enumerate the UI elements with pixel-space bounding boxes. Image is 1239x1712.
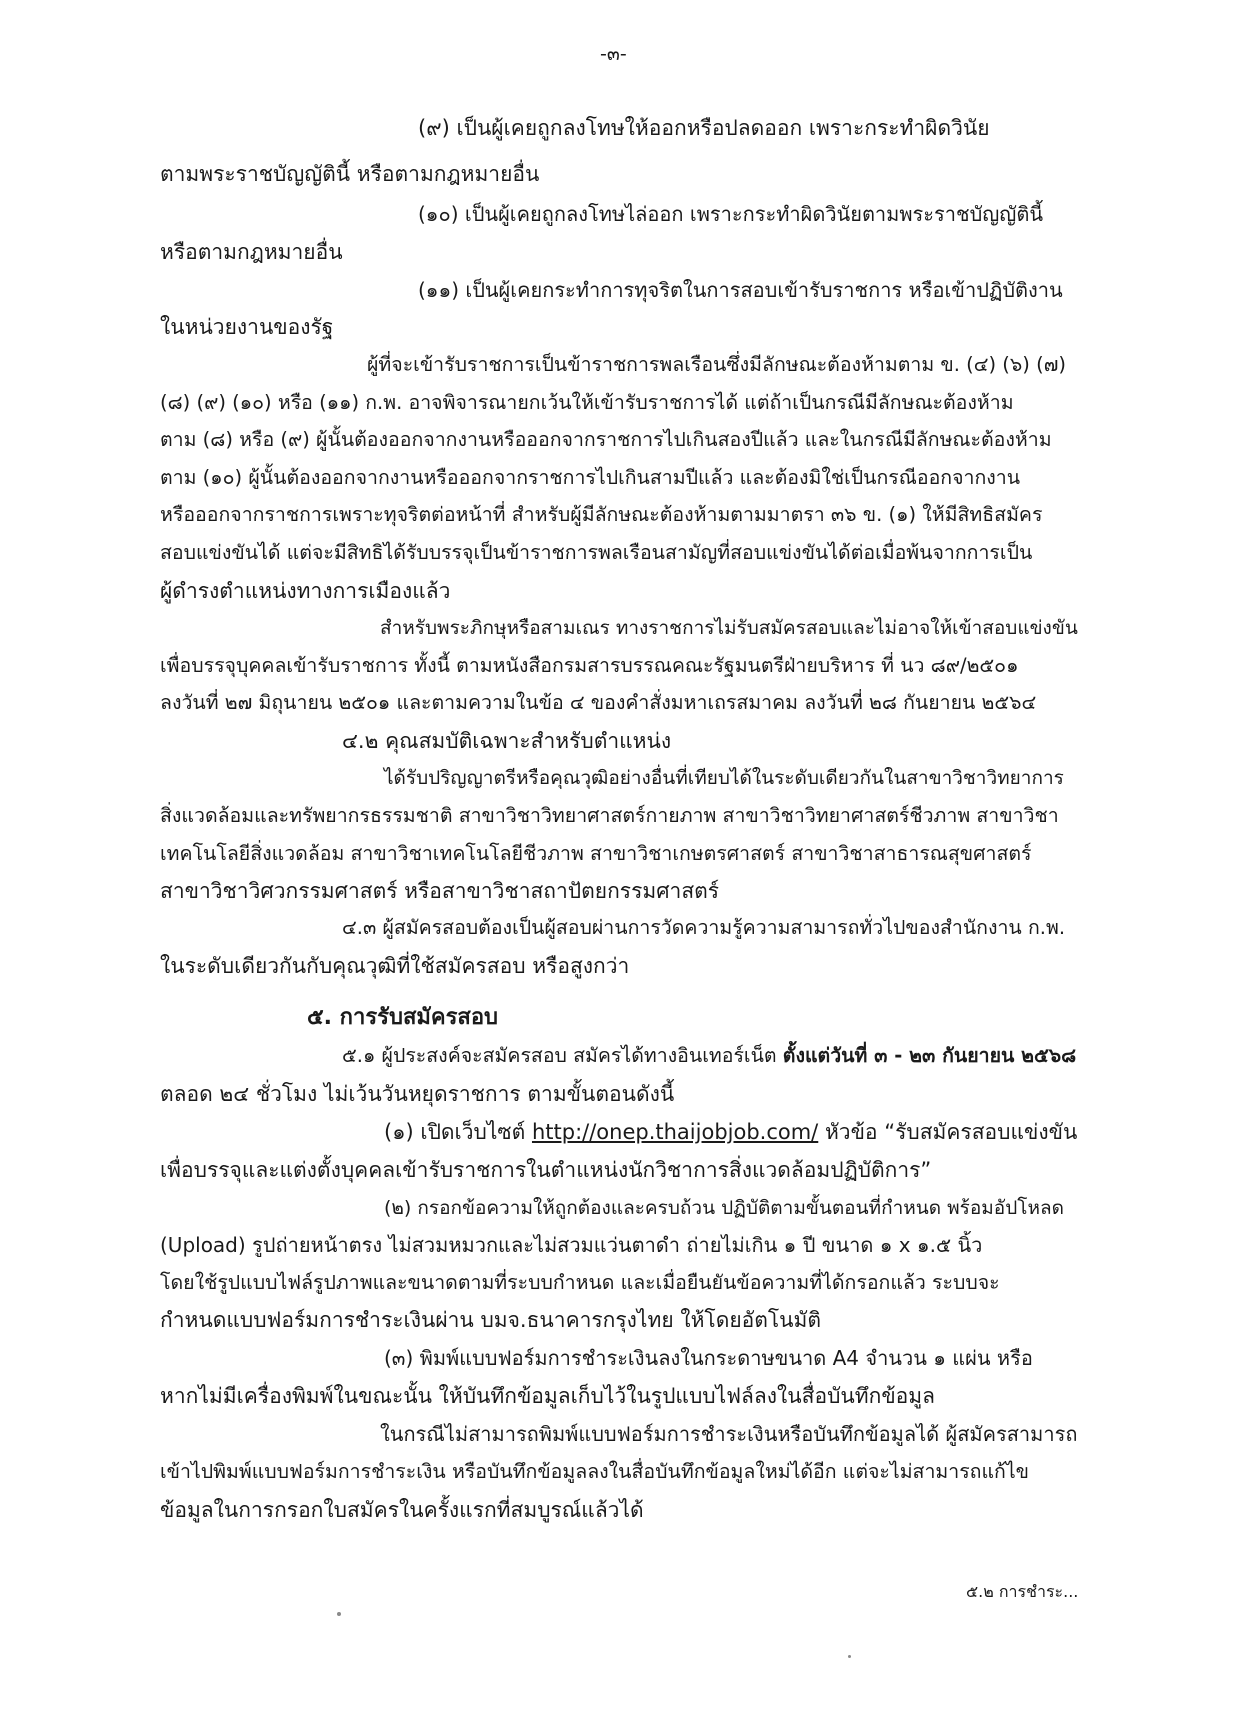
paragraph-line: สาขาวิชาวิศวกรรมศาสตร์ หรือสาขาวิชาสถาปัตยกรรมศาสตร์ xyxy=(160,879,720,903)
paragraph-line: (๒) กรอกข้อความให้ถูกต้องและครบถ้วน ปฏิบัติตามขั้นตอนที่กำหนด พร้อมอัปโหลด xyxy=(384,1197,1064,1219)
paragraph-line: ตาม (๑๐) ผู้นั้นต้องออกจากงานหรือออกจากราชการไปเกินสามปีแล้ว และต้องมิใช่เป็นกรณีออกจากงาน xyxy=(160,466,1021,489)
paragraph-line: สอบแข่งขันได้ แต่จะมีสิทธิได้รับบรรจุเป็นข้าราชการพลเรือนสามัญที่สอบแข่งขันได้ต่อเมื่อพ้นจากการเป็น xyxy=(160,541,1033,564)
paragraph-line: ตาม (๘) หรือ (๙) ผู้นั้นต้องออกจากงานหรือออกจากราชการไปเกินสองปีแล้ว และในกรณีมีลักษณะต้องห้าม xyxy=(160,428,1052,451)
s51-date-range: ตั้งแต่วันที่ ๓ - ๒๓ กันยายน ๒๕๖๘ xyxy=(782,1044,1077,1067)
paragraph-line: กำหนดแบบฟอร์มการชำระเงินผ่าน บมจ.ธนาคารกรุงไทย ให้โดยอัตโนมัติ xyxy=(160,1308,821,1332)
paragraph-line: หรือตามกฎหมายอื่น xyxy=(160,240,343,264)
paragraph-line: ผู้ดำรงตำแหน่งทางการเมืองแล้ว xyxy=(160,579,451,603)
paragraph-line: ตามพระราชบัญญัตินี้ หรือตามกฎหมายอื่น xyxy=(160,162,540,186)
paragraph-line xyxy=(342,1042,1076,1070)
paragraph-line: (Upload) รูปถ่ายหน้าตรง ไม่สวมหมวกและไม่สวมแว่นตาดำ ถ่ายไม่เกิน ๑ ปี ขนาด ๑ x ๑.๕ นิ้ว xyxy=(160,1233,983,1257)
paragraph-line: เข้าไปพิมพ์แบบฟอร์มการชำระเงิน หรือบันทึกข้อมูลลงในสื่อบันทึกข้อมูลใหม่ได้อีก แต่จะไม่สามารถแก้ไข xyxy=(160,1460,1029,1483)
registration-website-link[interactable]: http://onep.thaijobjob.com/ xyxy=(531,1120,819,1144)
s51-1-prefix: (๑) เปิดเว็บไซต์ xyxy=(384,1120,532,1144)
paragraph-line: เพื่อบรรจุบุคคลเข้ารับราชการ ทั้งนี้ ตามหนังสือกรมสารบรรณคณะรัฐมนตรีฝ่ายบริหาร ที่ นว ๘๙/๒๕๐๑ xyxy=(160,654,1019,677)
continued-marker: ๕.๒ การชำระ... xyxy=(966,1582,1079,1601)
paragraph-line: (๑๐) เป็นผู้เคยถูกลงโทษไล่ออก เพราะกระทำผิดวินัยตามพระราชบัญญัตินี้ xyxy=(418,202,1043,226)
paragraph-line: เพื่อบรรจุและแต่งตั้งบุคคลเข้ารับราชการในตำแหน่งนักวิชาการสิ่งแวดล้อมปฏิบัติการ” xyxy=(160,1158,932,1182)
paragraph-line: ๔.๓ ผู้สมัครสอบต้องเป็นผู้สอบผ่านการวัดความรู้ความสามารถทั่วไปของสำนักงาน ก.พ. xyxy=(342,916,1066,939)
paragraph-line: (๑๑) เป็นผู้เคยกระทำการทุจริตในการสอบเข้ารับราชการ หรือเข้าปฏิบัติงาน xyxy=(418,278,1063,302)
paragraph-line: เทคโนโลยีสิ่งแวดล้อม สาขาวิชาเทคโนโลยีชีวภาพ สาขาวิชาเกษตรศาสตร์ สาขาวิชาสาธารณสุขศาสตร์ xyxy=(160,842,1032,865)
section-5-heading: ๕. การรับสมัครสอบ xyxy=(307,1005,499,1030)
paragraph-line: ข้อมูลในการกรอกใบสมัครในครั้งแรกที่สมบูรณ์แล้วได้ xyxy=(160,1498,644,1522)
page-number: -๓- xyxy=(600,43,627,65)
scan-speck xyxy=(337,1612,341,1616)
s51-1-suffix: หัวข้อ “รับสมัครสอบแข่งขัน xyxy=(818,1120,1078,1144)
paragraph-line: ตลอด ๒๔ ชั่วโมง ไม่เว้นวันหยุดราชการ ตามขั้นตอนดังนี้ xyxy=(160,1082,675,1106)
scan-speck xyxy=(848,1655,851,1658)
paragraph-line: สำหรับพระภิกษุหรือสามเณร ทางราชการไม่รับสมัครสอบและไม่อาจให้เข้าสอบแข่งขัน xyxy=(380,617,1078,639)
s51-prefix: ๕.๑ ผู้ประสงค์จะสมัครสอบ สมัครได้ทางอินเทอร์เน็ต xyxy=(342,1044,783,1067)
paragraph-line: ในกรณีไม่สามารถพิมพ์แบบฟอร์มการชำระเงินหรือบันทึกข้อมูลได้ ผู้สมัครสามารถ xyxy=(380,1422,1078,1446)
section-heading: ๔.๒ คุณสมบัติเฉพาะสำหรับตำแหน่ง xyxy=(342,729,672,753)
paragraph-line: (๓) พิมพ์แบบฟอร์มการชำระเงินลงในกระดาษขนาด A4 จำนวน ๑ แผ่น หรือ xyxy=(384,1346,1033,1370)
paragraph-line: ได้รับปริญญาตรีหรือคุณวุฒิอย่างอื่นที่เทียบได้ในระดับเดียวกันในสาขาวิชาวิทยาการ xyxy=(384,767,1064,789)
paragraph-line: (๙) เป็นผู้เคยถูกลงโทษให้ออกหรือปลดออก เพราะกระทำผิดวินัย xyxy=(418,116,990,140)
paragraph-line: ผู้ที่จะเข้ารับราชการเป็นข้าราชการพลเรือนซึ่งมีลักษณะต้องห้ามตาม ข. (๔) (๖) (๗) xyxy=(367,353,1066,376)
paragraph-line: (๘) (๙) (๑๐) หรือ (๑๑) ก.พ. อาจพิจารณายกเว้นให้เข้ารับราชการได้ แต่ถ้าเป็นกรณีมีลักษณะต้องห้าม xyxy=(160,391,1014,414)
paragraph-line: สิ่งแวดล้อมและทรัพยากรธรรมชาติ สาขาวิชาวิทยาศาสตร์กายภาพ สาขาวิชาวิทยาศาสตร์ชีวภาพ สาขาวิชา xyxy=(160,804,1059,827)
paragraph-line: ลงวันที่ ๒๗ มิถุนายน ๒๕๐๑ และตามความในข้อ ๔ ของคำสั่งมหาเถรสมาคม ลงวันที่ ๒๘ กันยายน ๒๕๖๔ xyxy=(160,691,1037,714)
paragraph-line xyxy=(384,1118,1077,1146)
paragraph-line: โดยใช้รูปแบบไฟล์รูปภาพและขนาดตามที่ระบบกำหนด และเมื่อยืนยันข้อความที่ได้กรอกแล้ว ระบบจะ xyxy=(160,1271,1000,1294)
paragraph-line: หากไม่มีเครื่องพิมพ์ในขณะนั้น ให้บันทึกข้อมูลเก็บไว้ในรูปแบบไฟล์ลงในสื่อบันทึกข้อมูล xyxy=(160,1384,936,1408)
paragraph-line: ในระดับเดียวกันกับคุณวุฒิที่ใช้สมัครสอบ หรือสูงกว่า xyxy=(160,954,630,978)
paragraph-line: หรือออกจากราชการเพราะทุจริตต่อหน้าที่ สำหรับผู้มีลักษณะต้องห้ามตามมาตรา ๓๖ ข. (๑) ให้มีสิทธิสมัคร xyxy=(160,503,1043,526)
paragraph-line: ในหน่วยงานของรัฐ xyxy=(160,315,334,339)
